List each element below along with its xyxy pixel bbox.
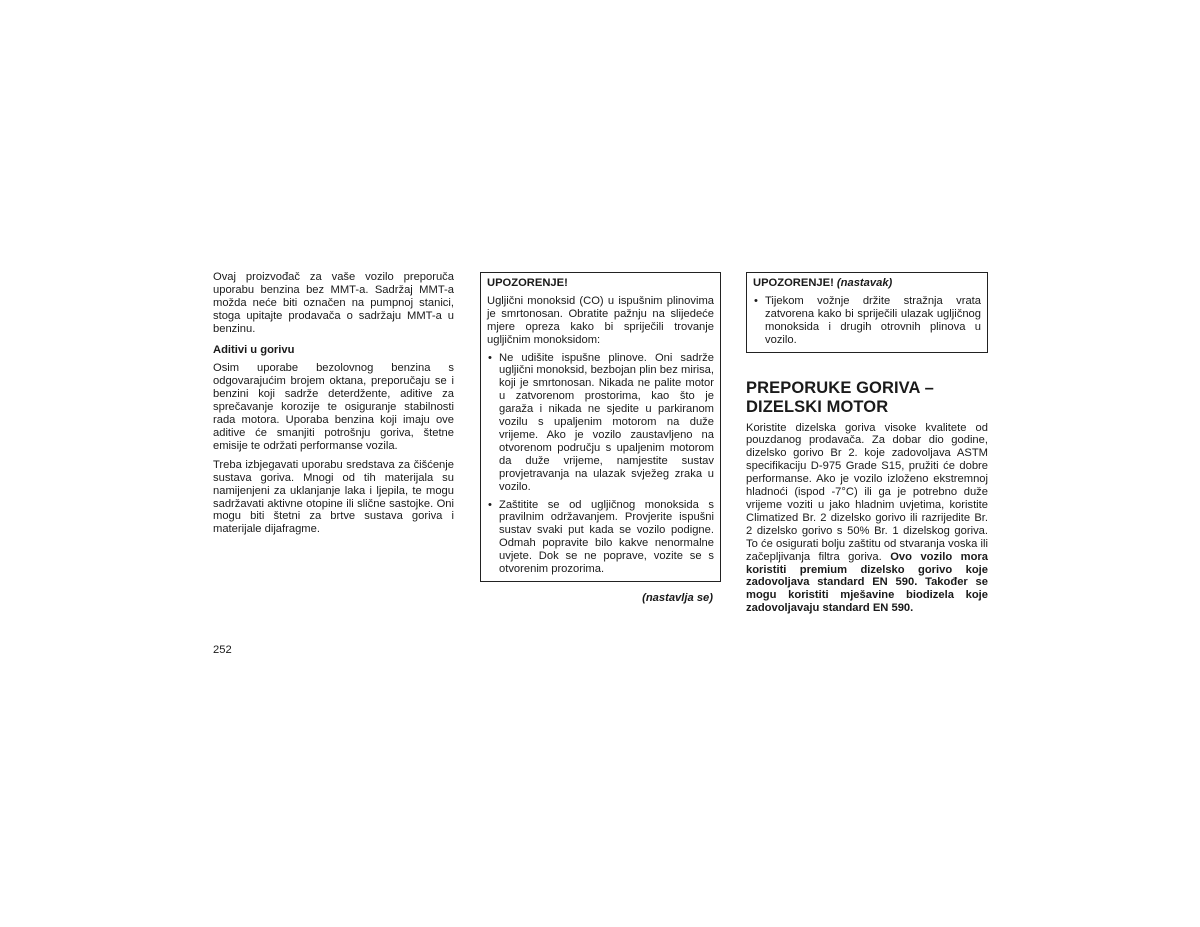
column-middle [480, 272, 721, 605]
section-title-line2: DIZELSKI MOTOR [746, 398, 889, 417]
warning-title-text: UPOZORENJE! [753, 277, 834, 289]
warning-bullet-list [487, 352, 714, 576]
bullet-icon: • [754, 294, 758, 307]
fuel-additives-heading: Aditivi u gorivu [213, 343, 295, 356]
additives-paragraph: Osim uporabe bezolovnog benzina s odgovarajućim brojem oktana, preporučaju se i benzini koji sadrže deterdžente, aditive za sprečavanje korozije te osiguranje stabilnosti rada motora. Uporaba benzina koji imaju ove aditive će smanjiti potrošnju goriva, štetne emisije te održati performanse vozila. [213, 362, 454, 452]
warning-title-suffix: (nastavak) [836, 277, 893, 289]
bullet-text: Tijekom vožnje držite stražnja vrata zatvorena kako bi spriječili ulazak ugljičnog monoksida i drugih otrovnih plinova u vozilo. [765, 294, 981, 346]
diesel-body-regular: Koristite dizelska goriva visoke kvalitete od pouzdanog prodavača. Za dobar dio godine, dizelsko gorivo Br 2. koje zadovoljava ASTM specifikaciju D-975 Grade S15, pružiti će dobre performanse. Ako je vozilo izloženo ekstremnoj hladnoći (ispod -7°C) ili ga je potrebno duže vrijeme voziti u jako hladnim uvjetima, koristite Climatized Br. 2 dizelsko gorivo ili razrijedite Br. 2 dizelsko gorivo s 50% Br. 1 dizelskog goriva. To će osigurati bolju zaštitu od stvaranja voska ili začepljivanja filtra goriva. [746, 421, 988, 563]
co-warning-continued-box [746, 272, 988, 353]
section-title-line1: PREPORUKE GORIVA – [746, 378, 934, 397]
bullet-text: Zaštitite se od ugljičnog monoksida s pravilnim održavanjem. Provjerite ispušni sustav svaki put kada se vozilo podigne. Odmah popravite bilo kakve nenormalne uvjete. Dok se ne poprave, vozite se s otvorenim prozorima. [499, 498, 714, 576]
mmt-paragraph: Ovaj proizvođač za vaše vozilo preporuča uporabu benzina bez MMT-a. Sadržaj MMT-a možda neće biti označen na pumpnoj stanici, stoga upitajte prodavača o sadržaju MMT-a u benzinu. [213, 271, 454, 335]
warning-bullet-item [487, 499, 714, 576]
bullet-icon: • [488, 351, 492, 364]
bullet-text: Ne udišite ispušne plinove. Oni sadrže ugljični monoksid, bezbojan plin bez mirisa, koji je smrtonosan. Nikada ne palite motor u zatvorenom prostorima, kao što je garaža i nikada ne sjedite u parkiranom vozilu s upaljenim motorom na duže vrijeme. Ako je vozilo zaustavljeno na otvorenom području s upaljenim motorom da duže vrijeme, namjestite sustav provjetravanja na ulazak svježeg zraka u vozilo. [499, 351, 714, 493]
continued-note: (nastavlja se) [642, 591, 713, 604]
column-right [746, 272, 988, 621]
warning-bullet-item [487, 352, 714, 494]
cleaners-paragraph: Treba izbjegavati uporabu sredstava za čišćenje sustava goriva. Mnogi od tih materijala su namijenjeni za uklanjanje laka i ljepila, te mogu sadržavati aktivne otopine ili slične sastojke. Oni mogu biti štetni za brtve sustava goriva i materijale dijafragme. [213, 458, 454, 536]
column-left [213, 271, 454, 542]
diesel-body-bold: Ovo vozilo mora koristiti premium dizelsko gorivo koje zadovoljava standard EN 590. Također se mogu koristiti mješavine biodizela koje zadovoljavaju standard EN 590. [746, 550, 988, 615]
warning-bullet-item [753, 295, 981, 347]
warning-bullet-list [753, 295, 981, 347]
warning-title [753, 277, 981, 290]
diesel-paragraph [746, 422, 988, 616]
page-number: 252 [213, 644, 232, 656]
warning-title: UPOZORENJE! [487, 277, 568, 289]
diesel-section-title [746, 379, 988, 418]
bullet-icon: • [488, 498, 492, 511]
co-warning-box [480, 272, 721, 582]
warning-intro: Ugljični monoksid (CO) u ispušnim plinovima je smrtonosan. Obratite pažnju na slijedeće mjere opreza kako bi spriječili trovanje ugljičnim monoksidom: [487, 294, 714, 346]
